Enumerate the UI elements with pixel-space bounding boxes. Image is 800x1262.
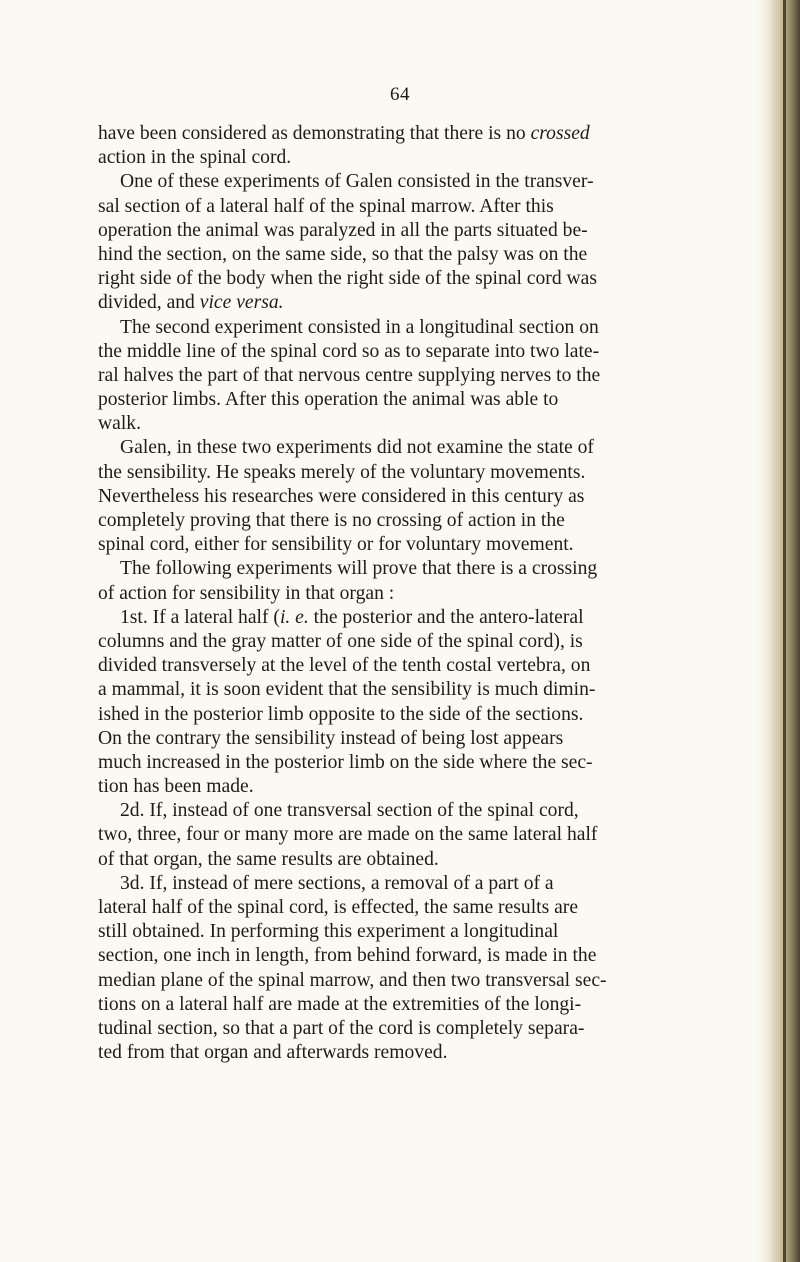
text-line [98,291,710,315]
text-line [98,823,710,847]
text-line [98,412,710,436]
text-run: completely proving that there is no crossing of action in the [98,510,565,531]
text-run: 3d. If, instead of mere sections, a removal of a part of a [120,872,554,894]
text-run: the sensibility. He speaks merely of the voluntary movements. [98,461,586,483]
text-run: ral halves the part of that nervous centre supplying nerves to the [98,364,601,386]
text-line [98,243,710,267]
text-run: posterior limbs. After this operation the animal was able to [98,389,559,411]
text-run: two, three, four or many more are made on the same lateral half [98,824,598,846]
text-run: 1st. If a lateral half ( [120,606,280,628]
text-line [98,848,710,872]
text-run: walk. [98,413,141,435]
text-line [98,678,710,702]
text-run: section, one inch in length, from behind forward, is made in the [98,945,597,967]
text-run: hind the section, on the same side, so that the palsy was on the [98,243,588,265]
text-run: of action for sensibility in that organ : [98,582,395,604]
text-run: action in the spinal cord. [98,147,292,169]
text-run: Nevertheless his researches were considered in this century as [98,485,585,507]
text-line [98,1017,710,1041]
text-line [98,219,710,243]
text-run: Galen, in these two experiments did not examine the state of [120,437,594,459]
text-run: tion has been made. [98,776,254,798]
text-line [98,872,710,896]
text-line [98,703,710,727]
text-run: divided transversely at the level of the tenth costal vertebra, on [98,655,591,677]
italic-text: i. e. [279,606,309,628]
text-run: the posterior and the antero-lateral [308,606,584,628]
text-line [98,654,710,678]
text-line [98,944,710,968]
text-line [98,630,710,654]
italic-text: vice versa. [199,292,284,314]
text-run: On the contrary the sensibility instead of being lost appears [98,727,564,749]
text-line [98,799,710,823]
text-run: ted from that organ and afterwards removed. [98,1042,448,1064]
text-line [98,606,710,630]
text-line [98,557,710,581]
text-line [98,364,710,388]
text-line [98,582,710,606]
text-run: sal section of a lateral half of the spinal marrow. After this [98,195,554,217]
italic-text: crossed [530,123,590,144]
text-run: The following experiments will prove that there is a crossing [120,558,598,580]
text-run: still obtained. In performing this experiment a longitudinal [98,921,559,943]
text-line [98,340,710,364]
text-run: tions on a lateral half are made at the extremities of the longi- [98,993,582,1015]
body-text [98,122,710,1065]
text-line [98,920,710,944]
text-line [98,969,710,993]
text-line [98,727,710,751]
text-line [98,316,710,340]
text-run: median plane of the spinal marrow, and then two transversal sec- [98,969,607,991]
text-line [98,146,710,170]
book-binding-edge [758,0,800,1262]
text-run: have been considered as demonstrating that there is no [98,123,531,144]
text-run: One of these experiments of Galen consisted in the transver- [120,171,594,193]
text-line [98,195,710,219]
book-binding-shadow [783,0,786,1262]
text-run: the middle line of the spinal cord so as to separate into two late- [98,340,600,362]
text-run: The second experiment consisted in a longitudinal section on [120,316,599,338]
text-run: right side of the body when the right side of the spinal cord was [98,268,597,290]
text-run: divided, and [98,292,200,314]
text-line [98,461,710,485]
text-line [98,533,710,557]
text-line [98,170,710,194]
text-run: lateral half of the spinal cord, is effected, the same results are [98,897,579,918]
text-run: tudinal section, so that a part of the cord is completely separa- [98,1017,585,1039]
text-line [98,1041,710,1065]
text-line [98,993,710,1017]
text-run: ished in the posterior limb opposite to the side of the sections. [98,703,584,725]
text-line [98,122,710,146]
text-line [98,267,710,291]
text-run: a mammal, it is soon evident that the sensibility is much dimin- [98,679,596,701]
text-run: much increased in the posterior limb on the side where the sec- [98,751,593,773]
page-number: 64 [390,84,410,105]
text-line [98,388,710,412]
text-run: of that organ, the same results are obtained. [98,848,439,870]
text-line [98,436,710,460]
text-run: spinal cord, either for sensibility or for voluntary movement. [98,534,574,556]
text-line [98,751,710,775]
text-line [98,485,710,509]
text-line [98,896,710,920]
text-run: 2d. If, instead of one transversal section of the spinal cord, [120,800,579,822]
text-run: operation the animal was paralyzed in all the parts situated be- [98,219,588,241]
text-line [98,775,710,799]
text-line [98,509,710,533]
text-run: columns and the gray matter of one side of the spinal cord), is [98,630,583,652]
